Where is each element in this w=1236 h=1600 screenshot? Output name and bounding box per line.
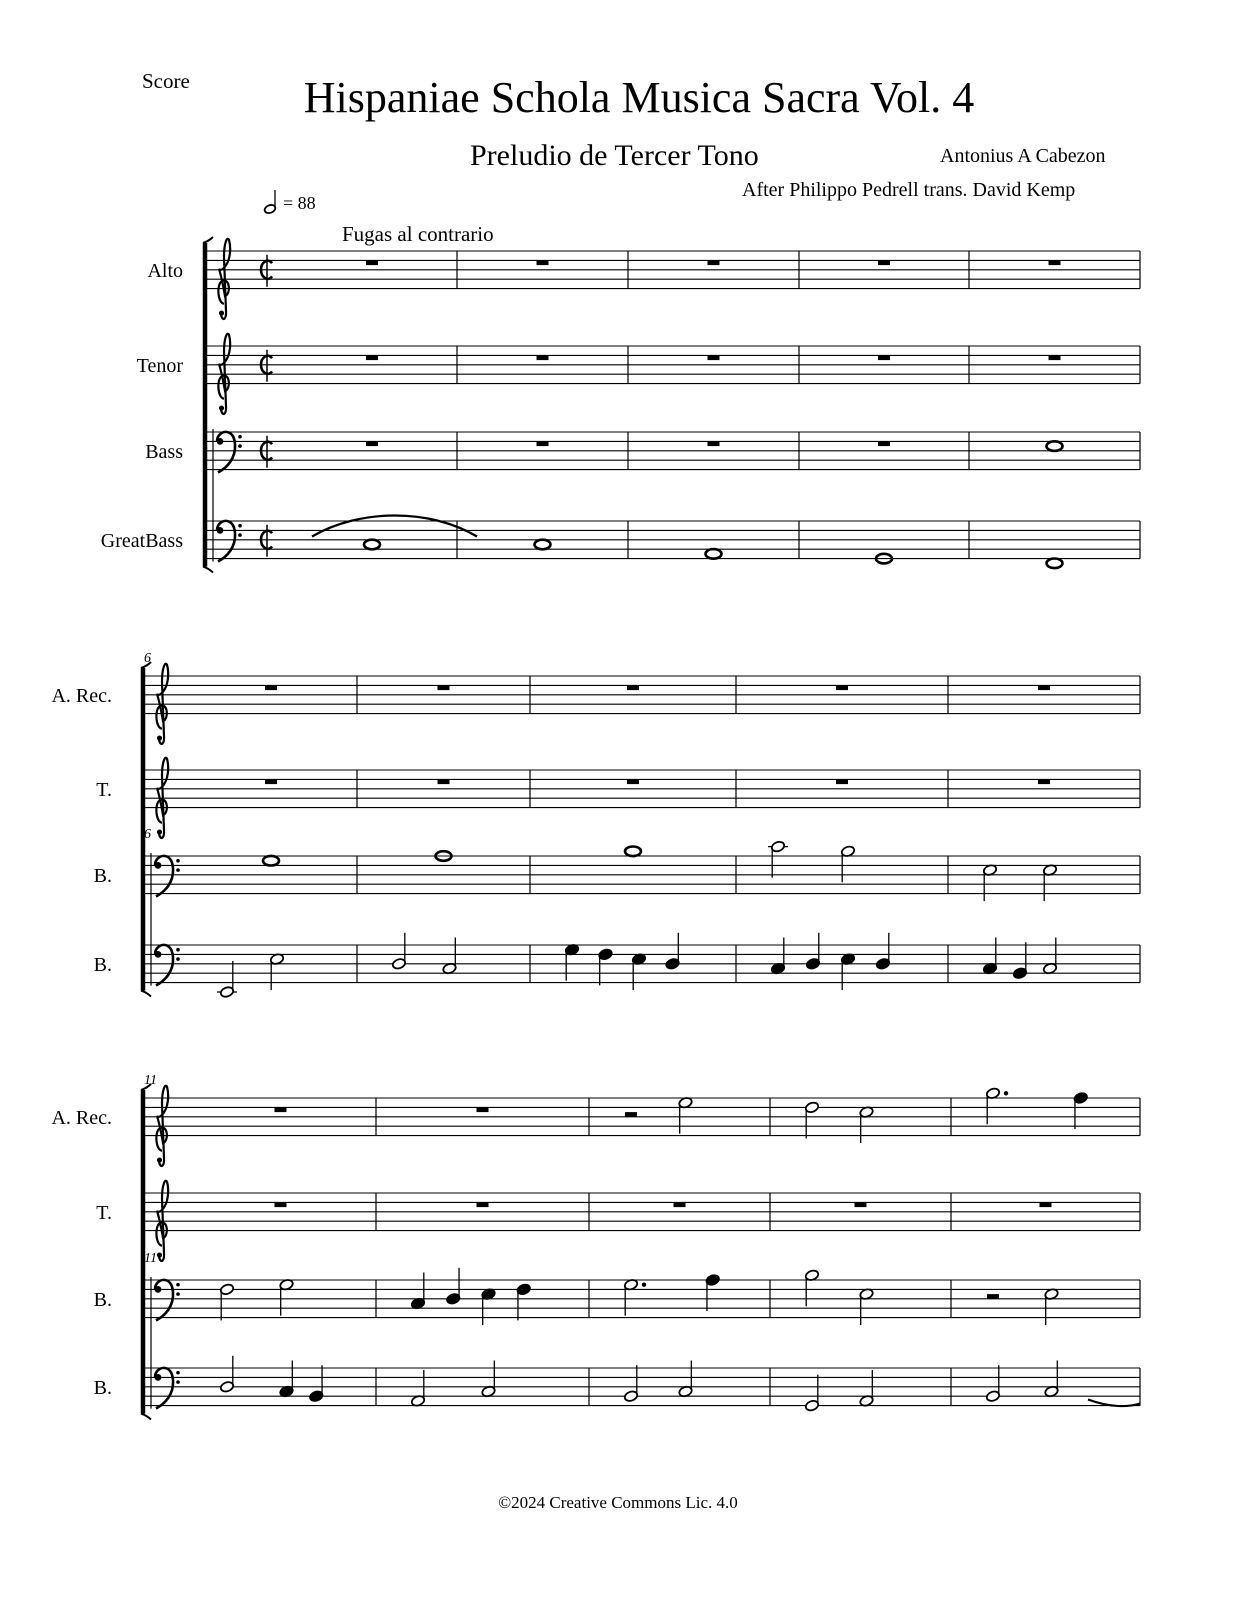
bass-clef-icon [155, 945, 180, 986]
staff [94, 840, 1140, 901]
note [446, 1268, 461, 1305]
staff-label: T. [96, 778, 112, 801]
staff-label: T. [96, 1201, 112, 1224]
note [985, 1087, 1008, 1124]
note [623, 1365, 638, 1402]
staff [145, 432, 1140, 473]
staff-label: B. [93, 864, 112, 887]
rest [836, 779, 848, 784]
note [535, 540, 551, 550]
rest [627, 685, 639, 690]
rest [627, 779, 639, 784]
rest [878, 355, 890, 360]
staff [147, 239, 1140, 319]
rest [438, 685, 450, 690]
bass-clef-icon [155, 1280, 180, 1321]
note [1044, 1361, 1059, 1398]
note [217, 961, 237, 998]
note [623, 1278, 646, 1315]
note [678, 1361, 693, 1398]
note [279, 1361, 294, 1398]
staff-label: A. Rec. [51, 684, 112, 707]
note [263, 856, 279, 866]
tie [312, 516, 477, 537]
rest [477, 1202, 489, 1207]
note [1047, 559, 1063, 569]
staff-label: A. Rec. [51, 1106, 112, 1129]
rest [878, 441, 890, 446]
bass-clef-icon [155, 1368, 180, 1409]
rest [275, 1202, 287, 1207]
note [219, 1356, 234, 1393]
note [805, 933, 820, 970]
tempo-marking: = 88 [283, 193, 316, 213]
note [705, 1274, 720, 1311]
rest [366, 355, 378, 360]
note [481, 1288, 496, 1325]
rest [537, 355, 549, 360]
staff [51, 1086, 1140, 1166]
measure-number: 6 [144, 651, 151, 666]
note [1044, 1288, 1059, 1325]
staff [96, 758, 1140, 838]
rest [1049, 260, 1061, 265]
note [410, 1370, 425, 1407]
rest [708, 441, 720, 446]
note [859, 1288, 874, 1325]
note [840, 845, 855, 882]
rest [878, 260, 890, 265]
rest [836, 685, 848, 690]
rest [625, 1112, 637, 1117]
note [982, 864, 997, 901]
note [1073, 1092, 1088, 1129]
composer-credit: Antonius A Cabezon [940, 145, 1106, 167]
note [631, 953, 646, 990]
rest [674, 1202, 686, 1207]
note [770, 938, 785, 975]
note [598, 948, 613, 985]
rest [366, 260, 378, 265]
note [804, 1101, 819, 1138]
rest [1038, 779, 1050, 784]
bass-clef-icon [155, 856, 180, 897]
rest [855, 1202, 867, 1207]
performance-direction: Fugas al contrario [342, 222, 494, 246]
staff-label: B. [93, 1288, 112, 1311]
bass-clef-icon [217, 432, 242, 473]
note [982, 938, 997, 975]
rest [1040, 1202, 1052, 1207]
note [1042, 938, 1057, 975]
note [410, 1273, 425, 1310]
note [859, 1106, 874, 1143]
note [859, 1370, 874, 1407]
note [516, 1283, 531, 1320]
bass-clef-icon [217, 521, 242, 562]
rest [366, 441, 378, 446]
piece-subtitle: Preludio de Tercer Tono [470, 139, 759, 172]
note [219, 1283, 234, 1320]
score-system [51, 651, 1140, 998]
staff-label: B. [93, 1376, 112, 1399]
measure-number: 11 [144, 1073, 157, 1088]
staff [94, 933, 1140, 999]
note [768, 840, 788, 877]
note [269, 953, 284, 990]
note [1047, 441, 1063, 451]
rest [708, 260, 720, 265]
staff [51, 664, 1140, 744]
rest [1038, 685, 1050, 690]
staff [101, 521, 1140, 568]
note [279, 1278, 294, 1315]
score-system [101, 237, 1140, 573]
note [840, 953, 855, 990]
arranger-credit: After Philippo Pedrell trans. David Kemp [742, 179, 1076, 201]
staff-label: Bass [145, 440, 183, 463]
staff-label: B. [93, 953, 112, 976]
rest [438, 779, 450, 784]
note [1042, 864, 1057, 901]
score-label: Score [142, 69, 190, 93]
rest [537, 441, 549, 446]
measure-number: 11 [144, 1251, 157, 1266]
measure-number: 6 [144, 827, 151, 842]
rest [1049, 355, 1061, 360]
staff [94, 1356, 1140, 1412]
staff [96, 1181, 1140, 1261]
note [481, 1361, 496, 1398]
note [804, 1375, 819, 1412]
note [442, 938, 457, 975]
cut-time-icon [261, 436, 272, 468]
note [625, 847, 641, 857]
note [665, 933, 680, 970]
staff-label: Tenor [136, 354, 183, 377]
staff [137, 334, 1140, 414]
cut-time-icon [261, 525, 272, 557]
copyright-footer: ©2024 Creative Commons Lic. 4.0 [498, 1493, 738, 1512]
note [364, 540, 380, 550]
cut-time-icon [261, 350, 272, 382]
staff-label: Alto [147, 259, 183, 282]
rest [265, 685, 277, 690]
note [985, 1365, 1000, 1402]
staff [94, 1268, 1140, 1325]
note [706, 549, 722, 559]
note [564, 943, 579, 980]
score-system [51, 1073, 1140, 1420]
note [391, 933, 406, 970]
cut-time-icon [261, 255, 272, 287]
note [309, 1365, 324, 1402]
rest [987, 1294, 999, 1299]
rest [477, 1107, 489, 1112]
note [804, 1269, 819, 1306]
note [875, 933, 890, 970]
rest [275, 1107, 287, 1112]
staff-label: GreatBass [100, 529, 183, 552]
rest [708, 355, 720, 360]
rest [537, 260, 549, 265]
page-title: Hispaniae Schola Musica Sacra Vol. 4 [303, 73, 975, 122]
note [678, 1096, 693, 1133]
rest [265, 779, 277, 784]
note [1012, 942, 1027, 979]
